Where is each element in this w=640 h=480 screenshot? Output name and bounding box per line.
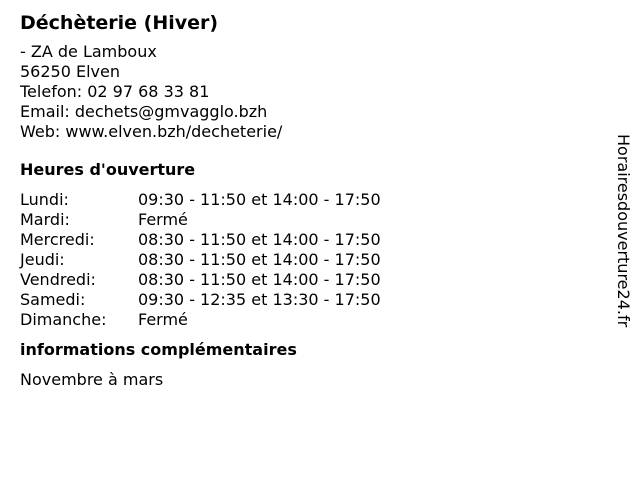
day-label: Dimanche: (20, 310, 107, 329)
day-label: Lundi: (20, 190, 69, 209)
hours-row-mercredi (20, 230, 590, 250)
hours-table (20, 190, 590, 330)
time-value: Fermé (138, 210, 188, 229)
day-label: Jeudi: (20, 250, 65, 269)
hours-row-dimanche (20, 310, 590, 330)
phone-line: Telefon: 02 97 68 33 81 (20, 82, 210, 101)
hours-row-jeudi (20, 250, 590, 270)
site-watermark: Horairesdouverture24.fr (614, 134, 633, 328)
hours-heading: Heures d'ouverture (20, 160, 196, 179)
hours-row-samedi (20, 290, 590, 310)
info-text: Novembre à mars (20, 370, 164, 389)
hours-row-lundi (20, 190, 590, 210)
day-label: Mardi: (20, 210, 70, 229)
address-city: 56250 Elven (20, 62, 120, 81)
time-value: Fermé (138, 310, 188, 329)
time-value: 08:30 - 11:50 et 14:00 - 17:50 (138, 270, 381, 289)
time-value: 09:30 - 11:50 et 14:00 - 17:50 (138, 190, 381, 209)
time-value: 08:30 - 11:50 et 14:00 - 17:50 (138, 230, 381, 249)
time-value: 08:30 - 11:50 et 14:00 - 17:50 (138, 250, 381, 269)
time-value: 09:30 - 12:35 et 13:30 - 17:50 (138, 290, 381, 309)
hours-row-vendredi (20, 270, 590, 290)
info-heading: informations complémentaires (20, 340, 297, 359)
day-label: Samedi: (20, 290, 86, 309)
web-line: Web: www.elven.bzh/decheterie/ (20, 122, 283, 141)
day-label: Mercredi: (20, 230, 95, 249)
address-block (20, 42, 590, 142)
address-street: - ZA de Lamboux (20, 42, 157, 61)
email-line: Email: dechets@gmvagglo.bzh (20, 102, 268, 121)
opening-hours-card (20, 8, 590, 390)
day-label: Vendredi: (20, 270, 96, 289)
page-title: Déchèterie (Hiver) (20, 12, 219, 34)
hours-row-mardi (20, 210, 590, 230)
